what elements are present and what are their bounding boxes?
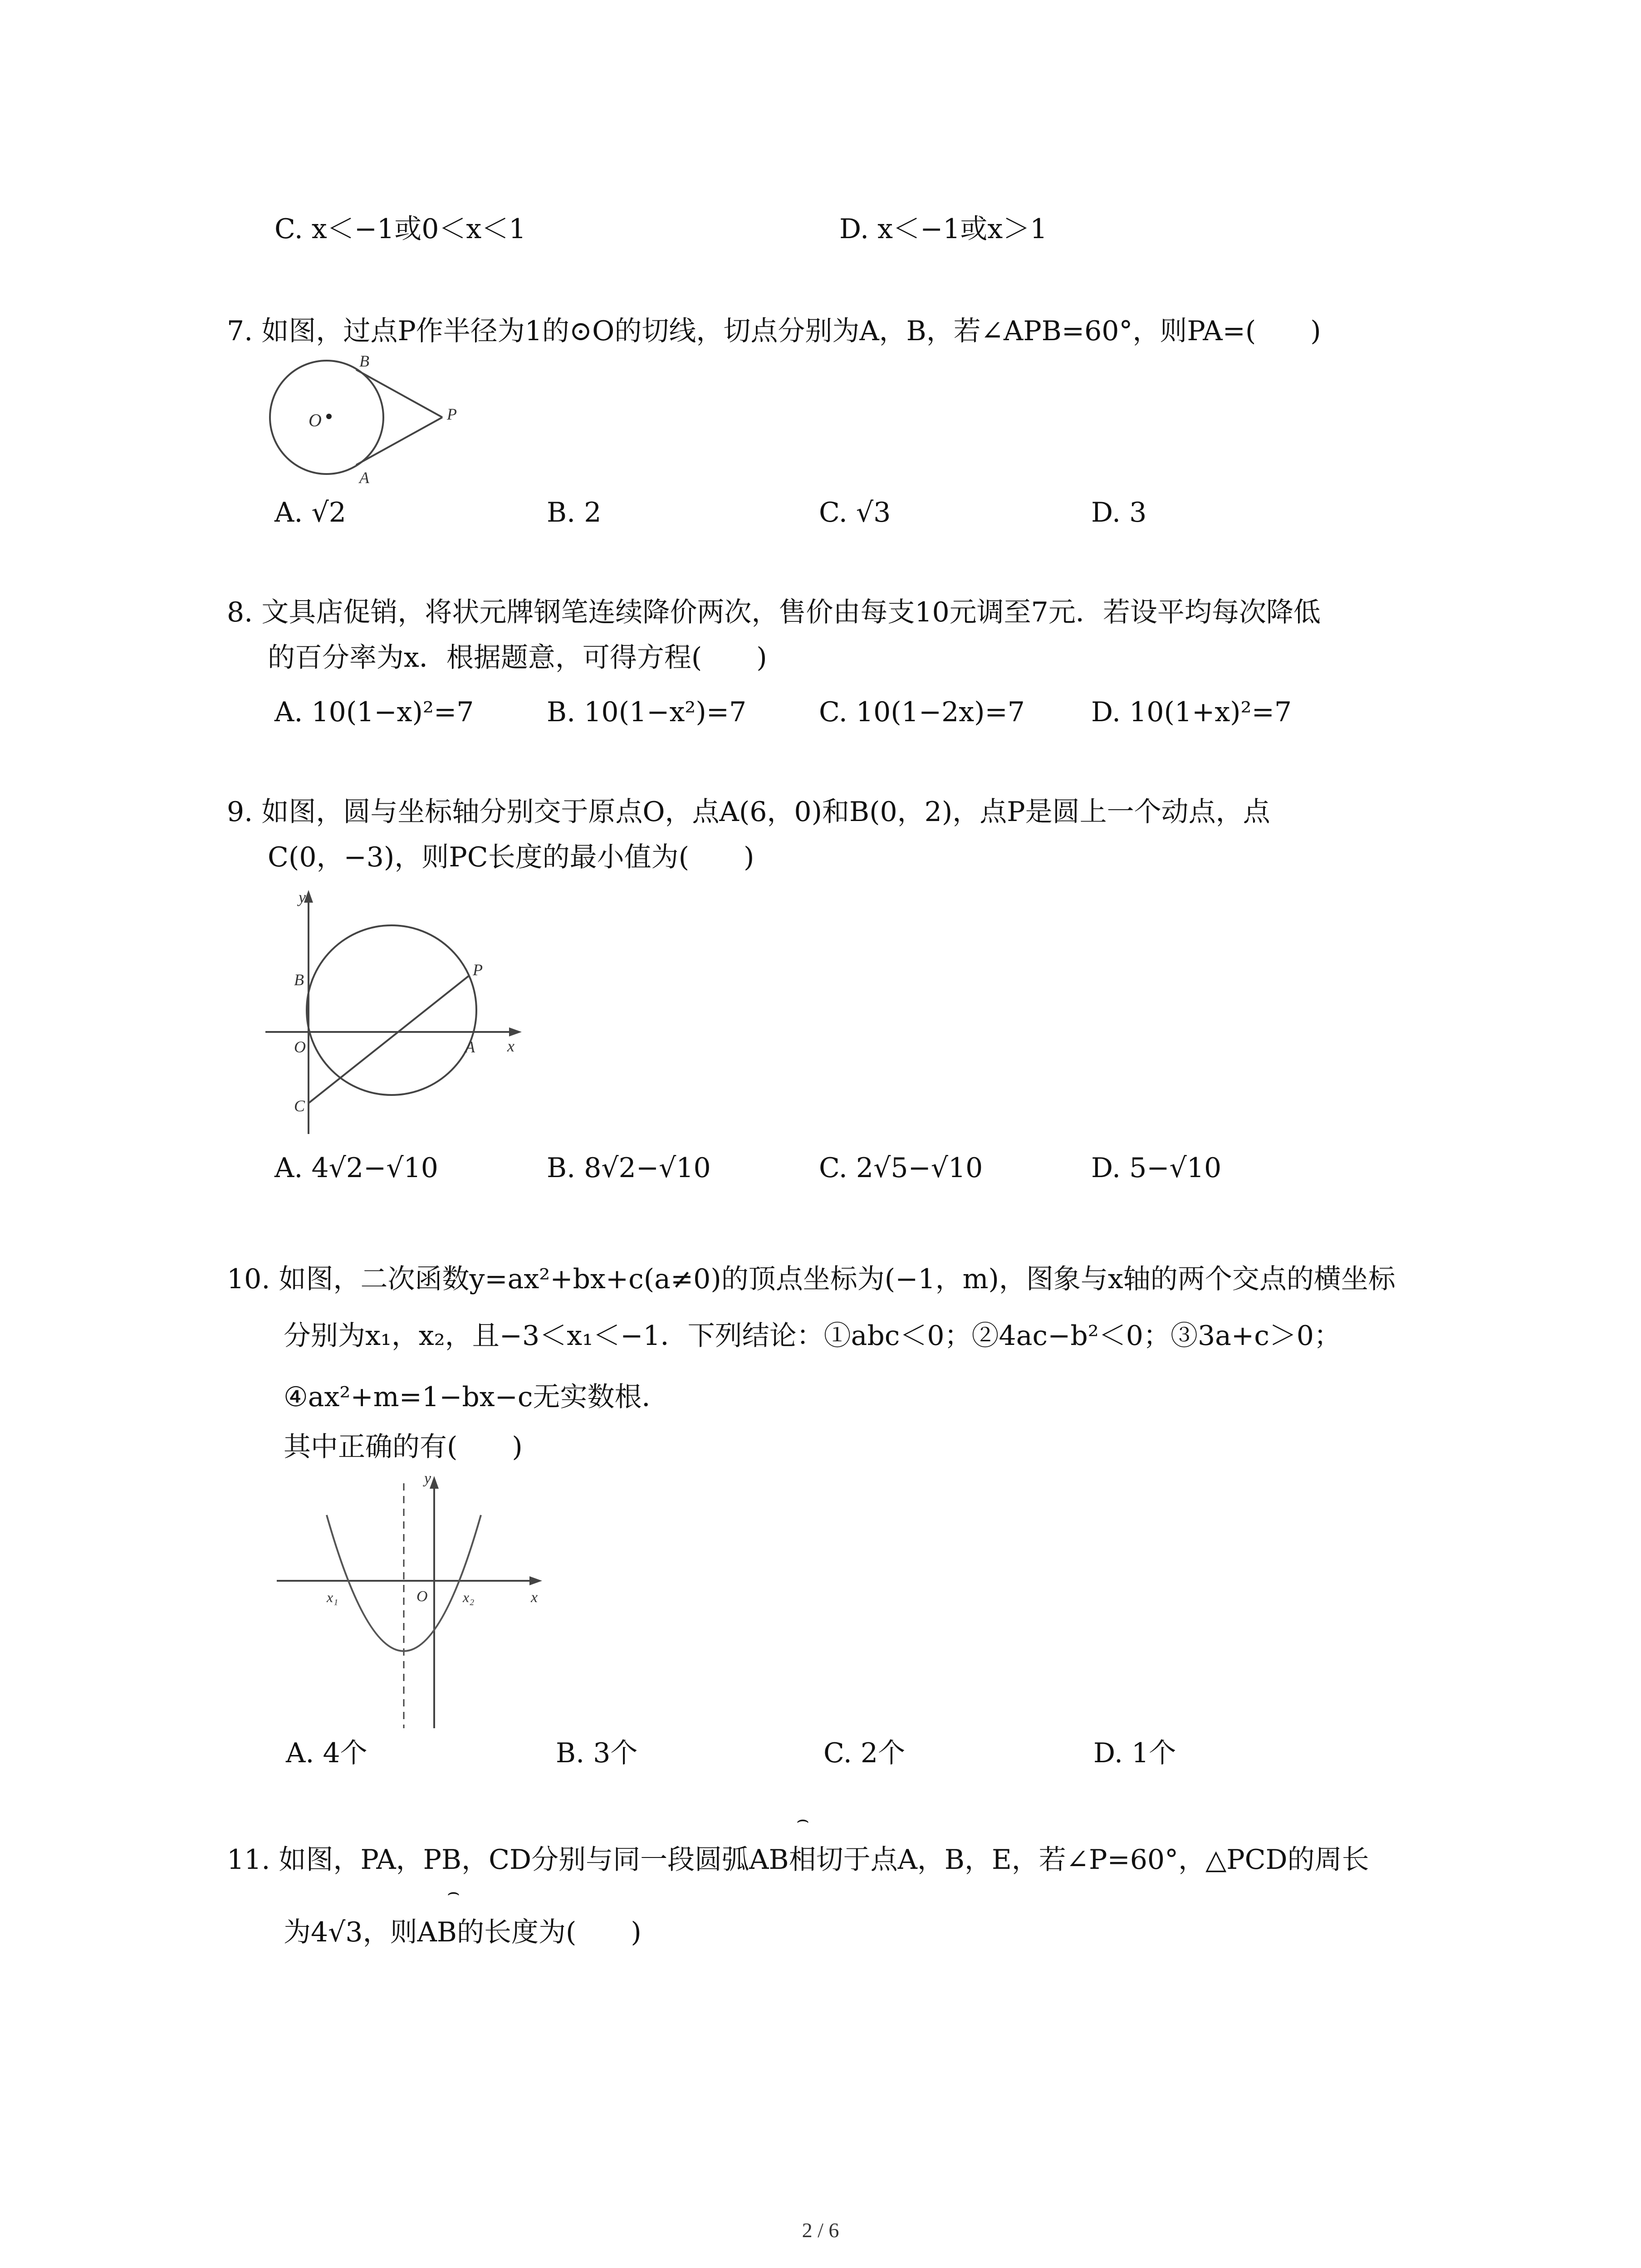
q8-stem-line1: 8. 文具店促销，将状元牌钢笔连续降价两次，售价由每支10元调至7元．若设平均每次降低 — [227, 596, 1321, 628]
q9-label-p: P — [473, 961, 483, 979]
q9-figure — [259, 885, 535, 1143]
q9-label-c: C — [294, 1097, 305, 1115]
q7-center-dot — [326, 414, 332, 419]
q10-option-a: A. 4个 — [286, 1737, 367, 1769]
q7-label-b: B — [359, 352, 369, 370]
q8-stem-line2: 的百分率为x．根据题意，可得方程( ) — [268, 642, 767, 674]
q8-option-a: A. 10(1−x)²=7 — [274, 696, 474, 728]
q10-label-x: x — [531, 1589, 538, 1606]
q8-option-d: D. 10(1+x)²=7 — [1091, 696, 1292, 728]
q10-stem-line2: 分别为x₁，x₂，且−3＜x₁＜−1．下列结论：①abc＜0；②4ac−b²＜0；③3a+c＞0； — [284, 1320, 1341, 1352]
q6-option-c: C. x＜−1或0＜x＜1 — [274, 213, 526, 245]
q9-label-y: y — [299, 888, 306, 906]
q9-circle — [307, 925, 476, 1095]
q7-option-a: A. √2 — [274, 497, 346, 528]
q10-label-y: y — [424, 1470, 431, 1487]
q10-x-arrow — [529, 1576, 542, 1585]
q10-label-x2: x₂ — [463, 1589, 475, 1605]
q9-label-b: B — [294, 971, 304, 989]
q9-option-c: C. 2√5−√10 — [819, 1152, 983, 1184]
q9-option-a: A. 4√2−√10 — [274, 1152, 438, 1184]
q11-arc-mark-1: ⌢ — [796, 1808, 809, 1831]
q10-stem-line3: ④ax²+m=1−bx−c无实数根． — [284, 1381, 669, 1413]
q7-stem: 7. 如图，过点P作半径为1的⊙O的切线，切点分别为A，B，若∠APB=60°，则PA=( ) — [227, 315, 1321, 347]
q10-figure — [272, 1470, 554, 1737]
q9-stem-line1: 9. 如图，圆与坐标轴分别交于原点O，点A(6，0)和B(0，2)，点P是圆上一个动点，点 — [227, 796, 1270, 828]
q9-label-x: x — [507, 1037, 514, 1055]
q7-option-c: C. √3 — [819, 497, 891, 528]
q8-option-c: C. 10(1−2x)=7 — [819, 696, 1025, 728]
q8-option-b: B. 10(1−x²)=7 — [547, 696, 747, 728]
q6-option-d: D. x＜−1或x＞1 — [839, 213, 1048, 245]
q10-label-x1: x₁ — [327, 1589, 338, 1605]
q9-label-a: A — [465, 1038, 475, 1056]
q10-option-c: C. 2个 — [823, 1737, 906, 1769]
q9-x-arrow — [509, 1027, 522, 1036]
q10-stem-line1: 10. 如图，二次函数y=ax²+bx+c(a≠0)的顶点坐标为(−1，m)，图象与x轴的两个交点的横坐标 — [227, 1263, 1396, 1295]
q7-tangent-pb — [356, 370, 442, 417]
q7-option-b: B. 2 — [547, 497, 602, 528]
q7-tangent-pa — [356, 417, 442, 465]
q10-option-d: D. 1个 — [1093, 1737, 1176, 1769]
q10-option-b: B. 3个 — [556, 1737, 638, 1769]
q9-stem-line2: C(0，−3)，则PC长度的最小值为( ) — [268, 841, 754, 873]
q7-label-p: P — [447, 405, 457, 423]
q9-option-d: D. 5−√10 — [1091, 1152, 1222, 1184]
q7-option-d: D. 3 — [1091, 497, 1147, 528]
q7-label-o: O — [309, 410, 322, 430]
q9-segment-pc — [309, 975, 470, 1103]
q10-label-o: O — [416, 1588, 428, 1605]
q7-label-a: A — [359, 469, 369, 485]
q10-stem-line4: 其中正确的有( ) — [284, 1431, 523, 1463]
q9-label-o: O — [294, 1038, 306, 1056]
q11-arc-mark-2: ⌢ — [447, 1881, 460, 1904]
q11-stem-line1: 11. 如图，PA，PB，CD分别与同一段圆弧AB相切于点A，B，E，若∠P=60°，△PCD的周长 — [227, 1844, 1369, 1876]
page-number: 2 / 6 — [802, 2219, 839, 2242]
q7-figure — [259, 349, 476, 485]
q9-option-b: B. 8√2−√10 — [547, 1152, 711, 1184]
q11-stem-line2: 为4√3，则AB的长度为( ) — [284, 1916, 642, 1948]
